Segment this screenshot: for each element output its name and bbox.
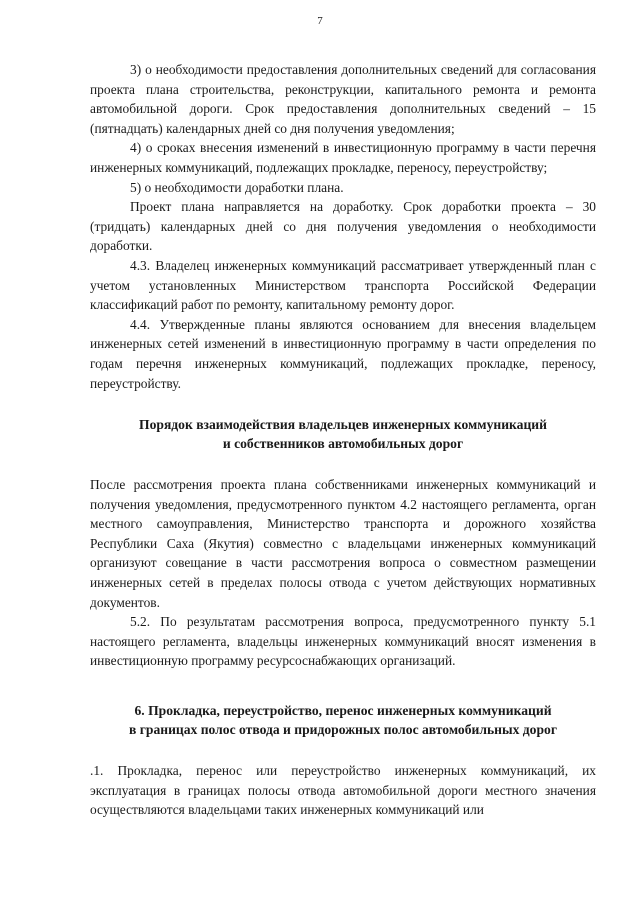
page-number: 7 (317, 15, 323, 27)
section-6-heading-line1: 6. Прокладка, переустройство, перенос инженерных коммуникаций (134, 703, 552, 719)
paragraph-4-3: 4.3. Владелец инженерных коммуникаций рассматривает утвержденный план с учетом установленных Министерством транспорта Российской Федерации классификаций работ по ремонту, капитальному ремонту дорог. (90, 257, 596, 313)
section-6-heading-line2: в границах полос отвода и придорожных полос автомобильных дорог (128, 722, 558, 738)
paragraph-item-4: 4) о сроках внесения изменений в инвестиционную программу в части перечня инженерных коммуникаций, подлежащих прокладке, переносу, переустройству; (90, 140, 596, 175)
paragraph-5-1: После рассмотрения проекта плана собственниками инженерных коммуникаций и получения уведомления, предусмотренного пунктом 4.2 настоящего регламента, орган местного самоуправления, Министерство транспорта и дорожного хозяйства Республики Саха (Якутия) совместно с владельцами инженерных коммуникаций организуют совещание в части рассмотрения вопроса о совместном размещении инженерных сетей в пределах полосы отвода с учетом действующих нормативных документов. (90, 477, 596, 610)
paragraph-item-3: 3) о необходимости предоставления дополнительных сведений для согласования проекта плана строительства, реконструкции, капитального ремонта и ремонта автомобильной дороги. Срок предоставления дополнительных сведений – 15 (пятнадцать) календарных дней со дня получения уведомления; (90, 62, 596, 136)
paragraph-5-2: 5.2. По результатам рассмотрения вопроса, предусмотренного пункту 5.1 настоящего регламента, владельцы инженерных коммуникаций вносят изменения в инвестиционную программу ресурсоснабжающих организаций. (90, 614, 596, 669)
section-5-heading-line1: Порядок взаимодействия владельцев инженерных коммуникаций (139, 417, 547, 433)
paragraph-6-1: .1. Прокладка, перенос или переустройство инженерных коммуникаций, их эксплуатация в границах полосы отвода автомобильной дороги местного значения осуществляются владельцами таких инженерных коммуникаций или (90, 763, 596, 818)
section-5-heading-line2: и собственников автомобильных дорог (222, 436, 464, 452)
paragraph-item-5: 5) о необходимости доработки плана. (130, 179, 344, 195)
paragraph-4-4: 4.4. Утвержденные планы являются основанием для внесения владельцем инженерных сетей изменений в инвестиционную программу в части определения по годам перечня инженерных коммуникаций, подлежащих прокладке, переносу, переустройству. (90, 316, 596, 391)
paragraph-revision: Проект плана направляется на доработку. Срок доработки проекта – 30 (тридцать) календарных дней со дня получения уведомления о необходимости доработки. (90, 199, 596, 254)
document-body (90, 60, 596, 820)
